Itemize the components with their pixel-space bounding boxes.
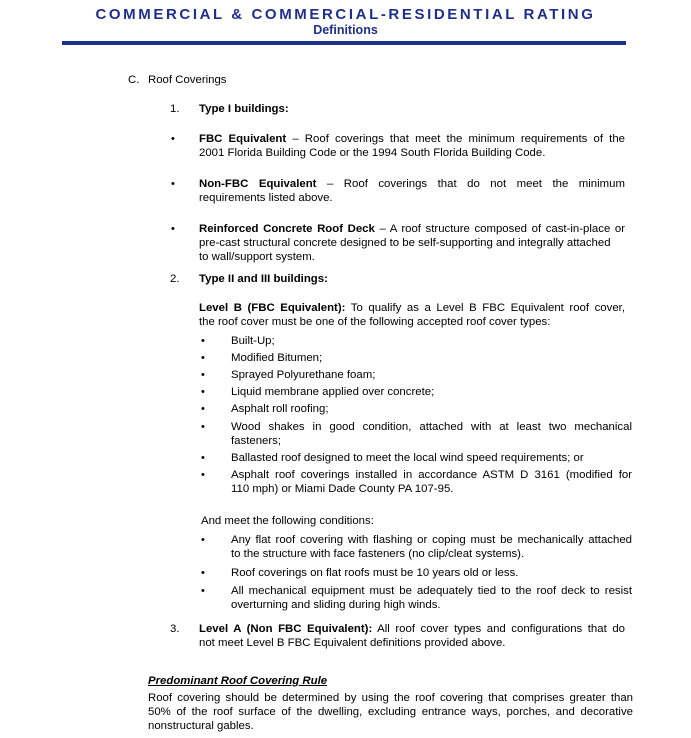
bullet-icon: • — [171, 223, 175, 235]
bullet-icon: • — [201, 403, 205, 415]
type1-item-nonfbc — [199, 177, 625, 205]
bullet-icon: • — [201, 452, 205, 464]
text: – Roof coverings that do not meet the minimum — [316, 178, 625, 190]
section-title: Roof Coverings — [148, 74, 227, 86]
bullet-icon: • — [201, 567, 205, 579]
term: Level A (Non FBC Equivalent): — [199, 623, 373, 635]
bullet-icon: • — [201, 469, 205, 481]
text: fasteners; — [231, 435, 282, 447]
header-rule — [62, 41, 626, 45]
type1-item-fbc — [199, 132, 625, 160]
condition-item — [231, 584, 632, 612]
type3-number: 3. — [170, 623, 180, 635]
text: All roof cover types and configurations that do — [372, 623, 625, 635]
text: To qualify as a Level B FBC Equivalent roof cover, — [345, 302, 625, 314]
conditions-intro: And meet the following conditions: — [201, 515, 374, 527]
text: Any flat roof covering with flashing or coping must be mechanically attached — [231, 534, 632, 546]
text: requirements listed above. — [199, 192, 333, 204]
text: the roof cover must be one of the following accepted roof cover types: — [199, 316, 551, 328]
text: – Roof coverings that meet the minimum requirements of the — [286, 133, 625, 145]
text: 2001 Florida Building Code or the 1994 South Florida Building Code. — [199, 147, 546, 159]
text: 110 mph) or Miami Dade County PA 107-95. — [231, 483, 454, 495]
list-item: Modified Bitumen; — [231, 352, 323, 364]
condition-item — [231, 533, 632, 561]
document-title: COMMERCIAL & COMMERCIAL-RESIDENTIAL RATING — [95, 6, 596, 23]
type1-item-concrete — [199, 222, 625, 264]
bullet-icon: • — [201, 585, 205, 597]
text: nonstructural gables. — [148, 720, 254, 732]
text: not meet Level B FBC Equivalent definitions provided above. — [199, 637, 506, 649]
list-item: Liquid membrane applied over concrete; — [231, 386, 435, 398]
term: FBC Equivalent — [199, 133, 287, 145]
text: to the structure with face fasteners (no clip/cleat systems). — [231, 548, 525, 560]
list-item: Ballasted roof designed to meet the local wind speed requirements; or — [231, 452, 584, 464]
text: – A roof structure composed of cast-in-place or — [374, 223, 626, 235]
text: overturning and sliding during high winds. — [231, 599, 441, 611]
text: 50% of the roof surface of the dwelling, excluding entrance ways, porches, and decorative — [148, 706, 633, 718]
bullet-icon: • — [201, 369, 205, 381]
bullet-icon: • — [171, 178, 175, 190]
term: Reinforced Concrete Roof Deck — [199, 223, 375, 235]
list-item: Built-Up; — [231, 335, 275, 347]
type1-heading: Type I buildings: — [199, 103, 289, 115]
type1-number: 1. — [170, 103, 180, 115]
text: All mechanical equipment must be adequately tied to the roof deck to resist — [231, 585, 632, 597]
bullet-icon: • — [201, 352, 205, 364]
list-item — [231, 468, 632, 496]
type2-number: 2. — [170, 273, 180, 285]
list-item: Asphalt roll roofing; — [231, 403, 329, 415]
bullet-icon: • — [201, 386, 205, 398]
term: Non-FBC Equivalent — [199, 178, 317, 190]
rule-text — [148, 691, 633, 733]
bullet-icon: • — [171, 133, 175, 145]
levela-definition — [199, 622, 625, 650]
condition-item: Roof coverings on flat roofs must be 10 years old or less. — [231, 567, 519, 579]
document-subtitle: Definitions — [313, 23, 378, 37]
type2-heading: Type II and III buildings: — [199, 273, 328, 285]
text: Wood shakes in good condition, attached with at least two mechanical — [231, 421, 632, 433]
list-item: Sprayed Polyurethane foam; — [231, 369, 376, 381]
bullet-icon: • — [201, 335, 205, 347]
text: Asphalt roof coverings installed in accordance ASTM D 3161 (modified for — [231, 469, 632, 481]
bullet-icon: • — [201, 534, 205, 546]
text: pre-cast structural concrete designed to be self-supporting and integrally attached — [199, 237, 611, 249]
levelb-definition — [199, 301, 625, 329]
text: to wall/support system. — [199, 251, 315, 263]
section-letter: C. — [128, 74, 140, 86]
list-item — [231, 420, 632, 448]
bullet-icon: • — [201, 421, 205, 433]
rule-heading: Predominant Roof Covering Rule — [148, 675, 328, 687]
text: Roof covering should be determined by using the roof covering that comprises greater than — [148, 692, 633, 704]
term: Level B (FBC Equivalent): — [199, 302, 346, 314]
